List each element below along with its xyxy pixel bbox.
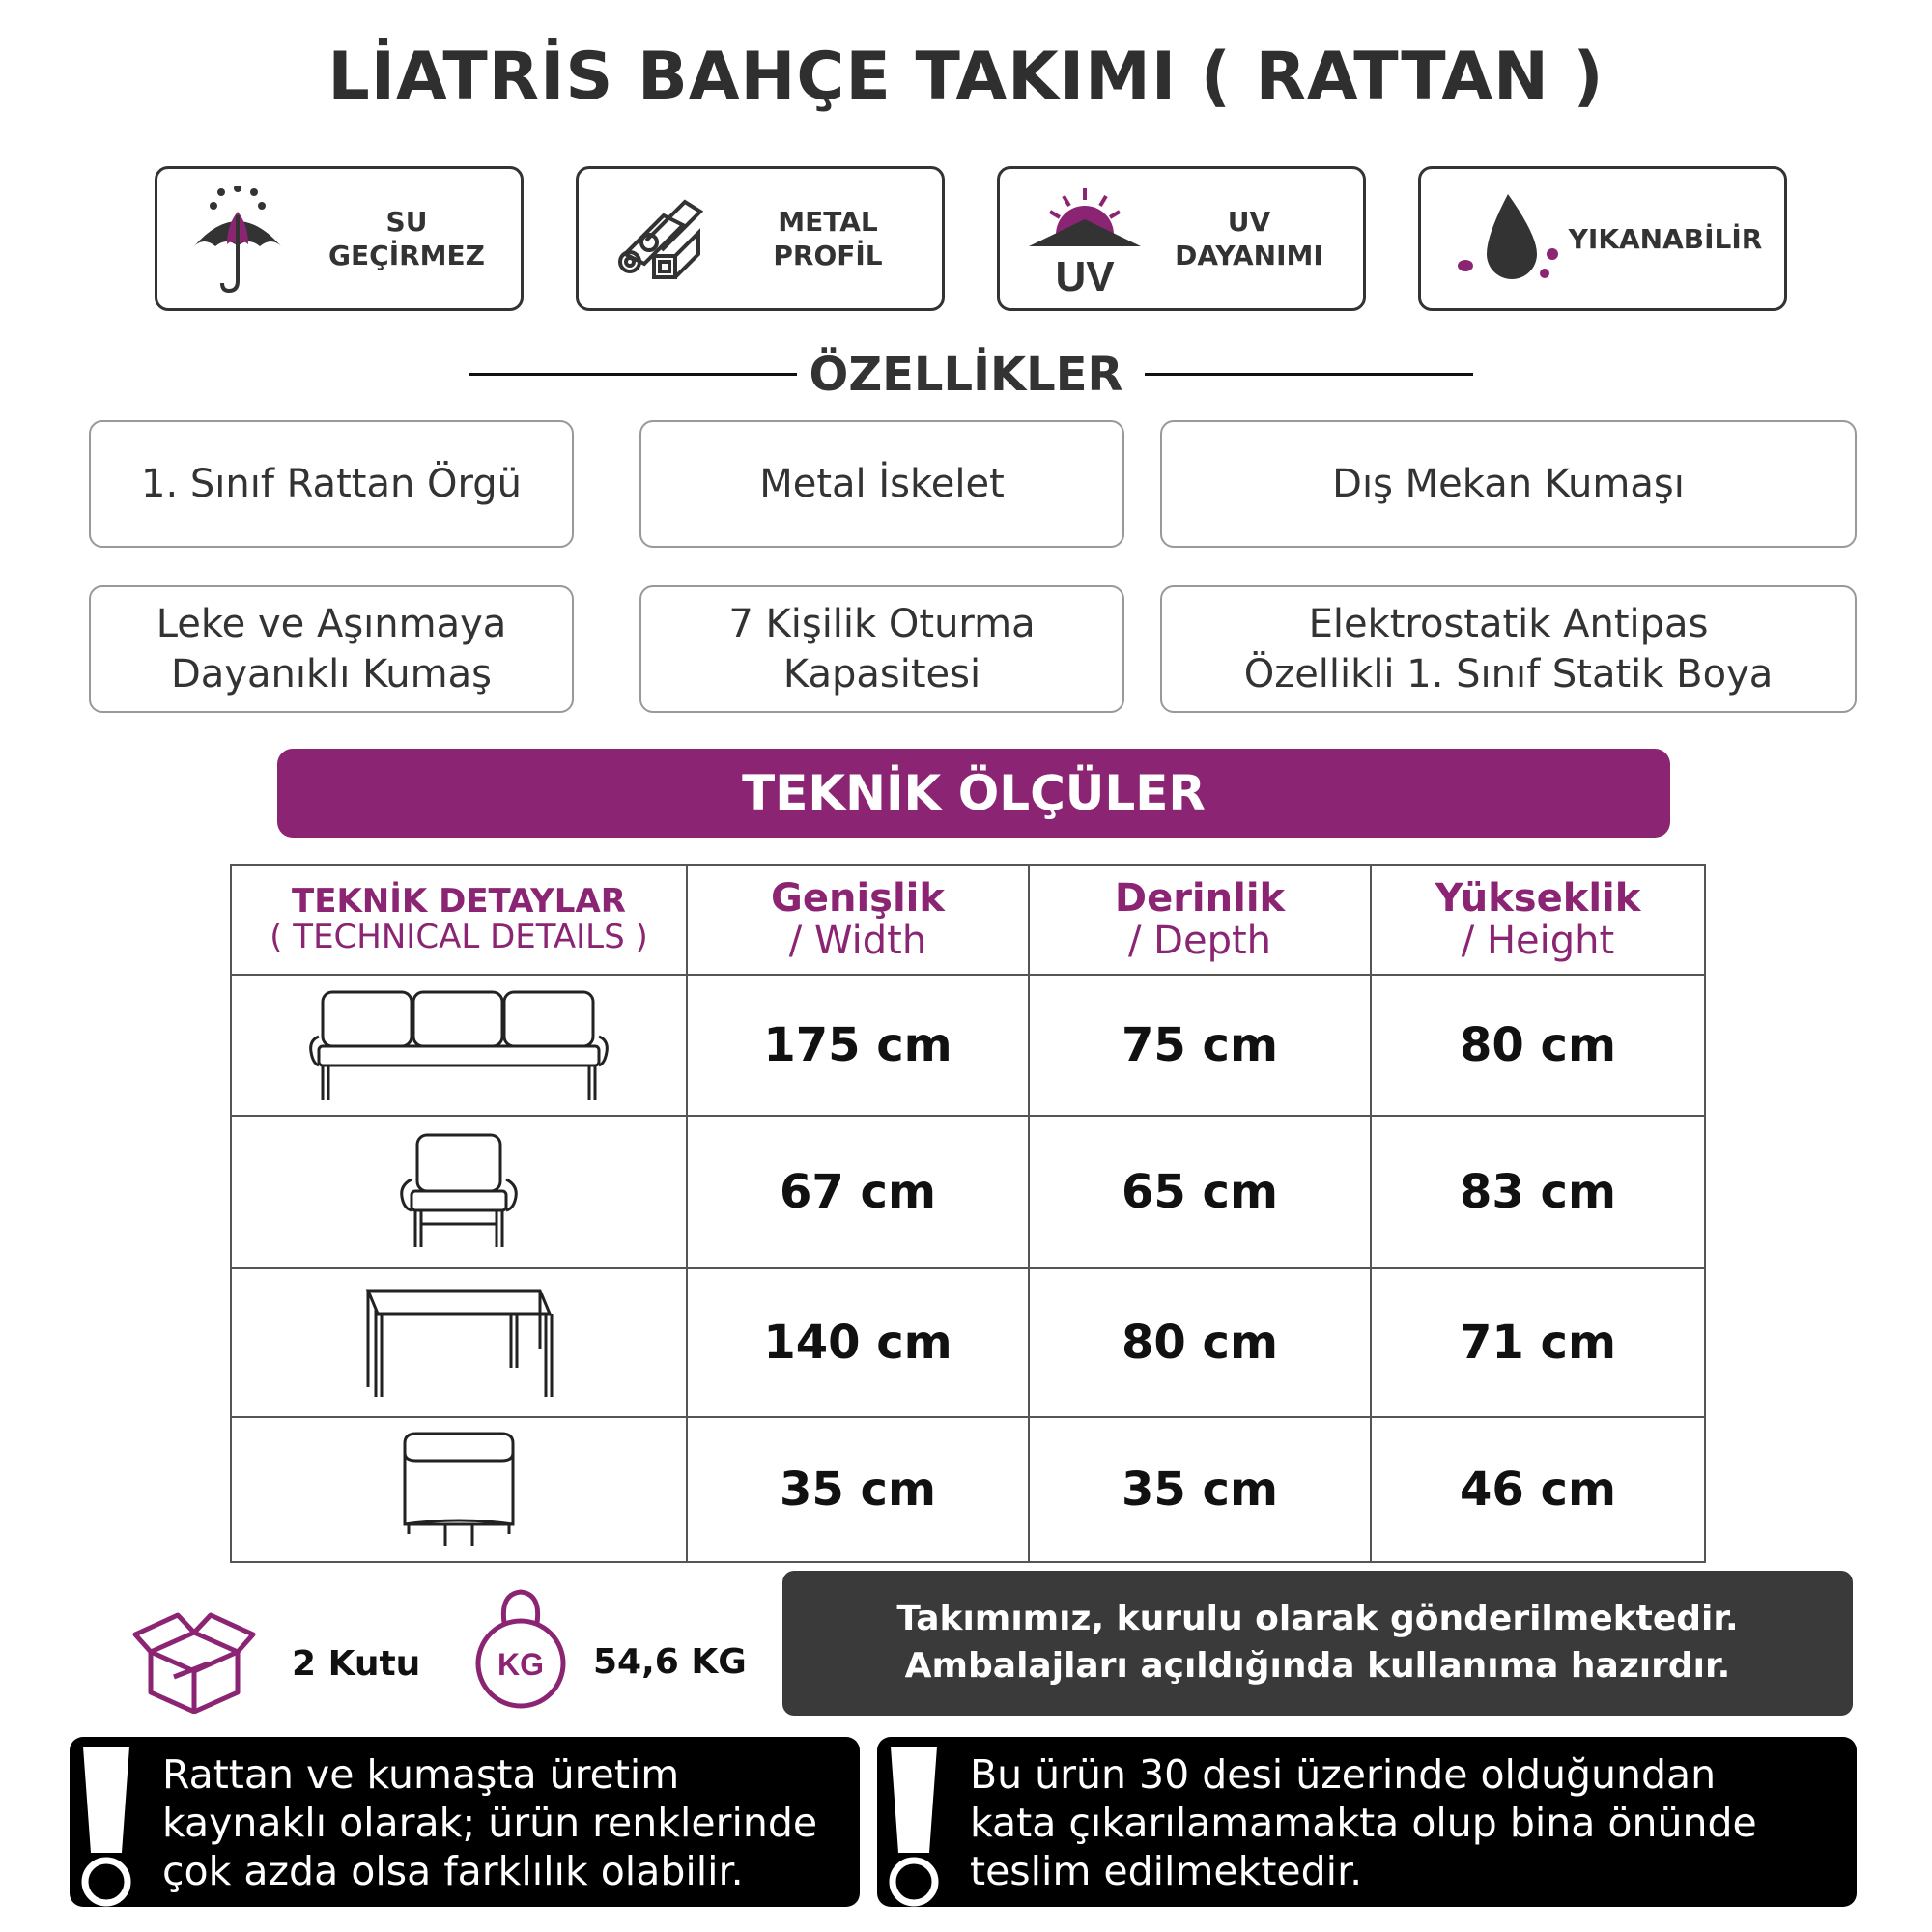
cell-height: 46 cm: [1371, 1417, 1705, 1562]
table-row: [231, 1116, 1705, 1268]
badge-washable: [1418, 166, 1787, 311]
divider: [1145, 373, 1473, 376]
row-icon-cell: [231, 1417, 687, 1562]
dimensions-table: [230, 864, 1706, 1563]
feature-item: Metal İskelet: [639, 420, 1124, 548]
table-row: [231, 1268, 1705, 1417]
warning-color: [70, 1737, 860, 1907]
feature-item: 7 Kişilik Oturma Kapasitesi: [639, 585, 1124, 713]
feature-item: 1. Sınıf Rattan Örgü: [89, 420, 574, 548]
table-row: [231, 975, 1705, 1116]
badge-waterproof: [155, 166, 524, 311]
badge-label: YIKANABİLİR: [1568, 222, 1763, 255]
uv-icon: [1027, 186, 1143, 298]
cell-depth: 35 cm: [1029, 1417, 1371, 1562]
cell-width: 35 cm: [687, 1417, 1029, 1562]
cell-height: 80 cm: [1371, 975, 1705, 1116]
badge-label: METAL PROFİL: [773, 206, 883, 271]
armchair-icon: [396, 1127, 522, 1253]
row-icon-cell: [231, 975, 687, 1116]
weight-value: 54,6 KG: [593, 1642, 747, 1682]
badge-uv: [997, 166, 1366, 311]
feature-item: Dış Mekan Kumaşı: [1160, 420, 1857, 548]
cell-depth: 75 cm: [1029, 975, 1371, 1116]
cell-width: 175 cm: [687, 975, 1029, 1116]
warning-text: Bu ürün 30 desi üzerinde olduğundan kata çıkarılamamakta olup bina önünde teslim edilmektedir.: [970, 1751, 1757, 1895]
drop-icon: [1448, 186, 1564, 298]
header-technical-details: TEKNİK DETAYLAR ( TECHNICAL DETAILS ): [231, 865, 687, 975]
warning-delivery: [877, 1737, 1857, 1907]
header-height: Yükseklik / Height: [1371, 865, 1705, 975]
row-icon-cell: [231, 1268, 687, 1417]
ottoman-icon: [391, 1428, 526, 1548]
table-header-row: [231, 865, 1705, 975]
feature-item: Elektrostatik Antipas Özellikli 1. Sınıf Statik Boya: [1160, 585, 1857, 713]
badge-metal-profile: [576, 166, 945, 311]
tech-heading: TEKNİK ÖLÇÜLER: [277, 749, 1670, 838]
page-title: LİATRİS BAHÇE TAKIMI ( RATTAN ): [327, 39, 1605, 115]
warning-text: Rattan ve kumaşta üretim kaynaklı olarak; ürün renklerinde çok azda olsa farklılık olabilir.: [162, 1751, 818, 1895]
metal-profile-icon: [606, 186, 712, 298]
cell-height: 71 cm: [1371, 1268, 1705, 1417]
badge-label: SU GEÇİRMEZ: [328, 206, 485, 271]
weight-icon: [471, 1584, 570, 1710]
exclamation-icon: [877, 1737, 954, 1907]
umbrella-icon: [185, 186, 291, 298]
svg-text:KG: KG: [497, 1647, 544, 1682]
svg-text:UV: UV: [1055, 253, 1115, 298]
assembly-notice: Takımımız, kurulu olarak gönderilmektedir. Ambalajları açıldığında kullanıma hazırdır.: [782, 1571, 1853, 1716]
box-count: 2 Kutu: [292, 1644, 421, 1684]
badge-label: UV DAYANIMI: [1175, 206, 1323, 271]
cell-width: 67 cm: [687, 1116, 1029, 1268]
table-icon: [362, 1281, 555, 1402]
table-row: [231, 1417, 1705, 1562]
sofa-icon: [309, 980, 609, 1106]
cell-depth: 65 cm: [1029, 1116, 1371, 1268]
row-icon-cell: [231, 1116, 687, 1268]
cell-height: 83 cm: [1371, 1116, 1705, 1268]
cell-width: 140 cm: [687, 1268, 1029, 1417]
features-heading: ÖZELLİKLER: [809, 348, 1123, 402]
box-icon: [131, 1600, 257, 1714]
header-depth: Derinlik / Depth: [1029, 865, 1371, 975]
cell-depth: 80 cm: [1029, 1268, 1371, 1417]
feature-item: Leke ve Aşınmaya Dayanıklı Kumaş: [89, 585, 574, 713]
exclamation-icon: [70, 1737, 147, 1907]
header-width: Genişlik / Width: [687, 865, 1029, 975]
